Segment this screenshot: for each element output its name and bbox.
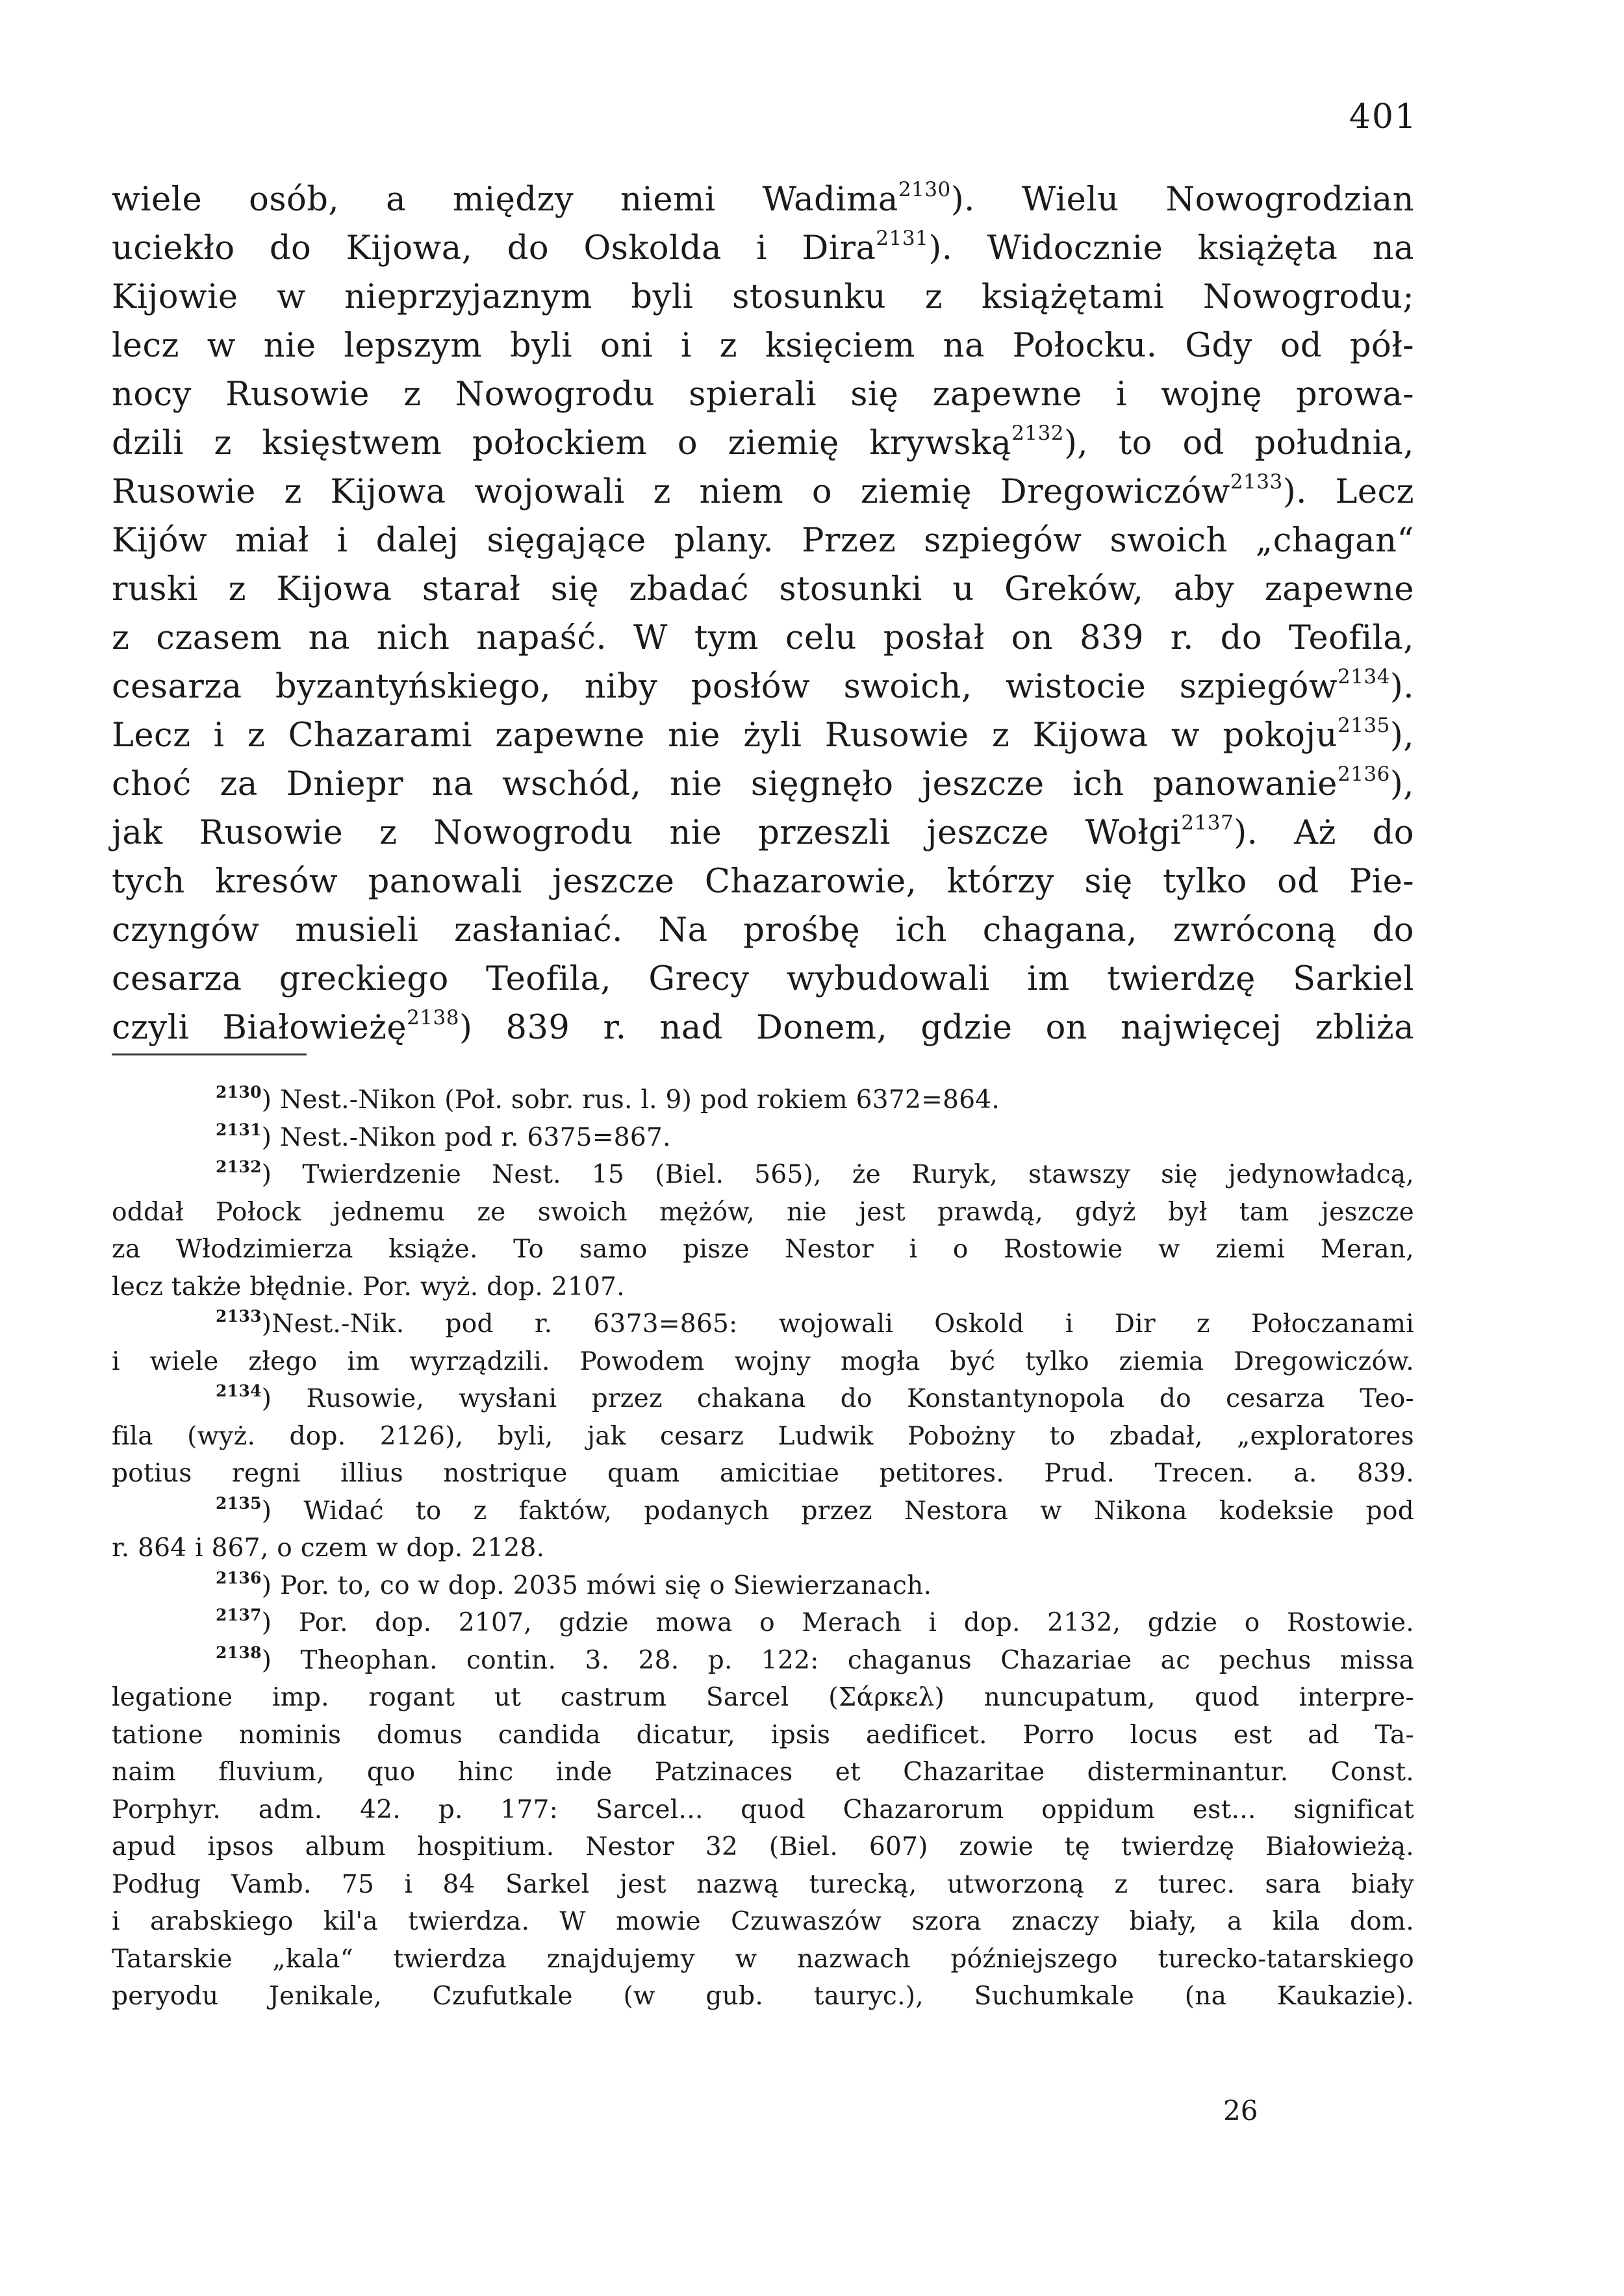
footnote-text: Tatarskie „kala“ twierdza znajdujemy w nazwach późniejszego turecko-tatarskiego — [112, 1944, 1414, 1974]
printer-signature: 26 — [1223, 2095, 1258, 2126]
main-text-line — [112, 419, 1414, 468]
footnote-text: za Włodzimierza książe. To samo pisze Nestor i o Rostowie w ziemi Meran, — [112, 1235, 1414, 1264]
footnote-line — [112, 1567, 1414, 1605]
line-text: ), — [1389, 765, 1414, 803]
footnote-line — [112, 1493, 1414, 1530]
footnote-text: Podług Vamb. 75 i 84 Sarkel jest nazwą turecką, utworzoną z turec. sara biały — [112, 1869, 1414, 1899]
line-text: Kijów miał i dalej sięgające plany. Przez szpiegów swoich „chagan“ — [112, 522, 1414, 560]
line-text: ), — [1389, 716, 1414, 755]
main-text-line — [112, 565, 1414, 614]
main-text-line — [112, 614, 1414, 662]
footnote-text: lecz także błędnie. Por. wyż. dop. 2107. — [112, 1272, 625, 1302]
footnote-text: ) Theophan. contin. 3. 28. p. 122: chaganus Chazariae ac pechus missa — [261, 1645, 1414, 1675]
footnote-text: i wiele złego im wyrządzili. Powodem wojny mogła być tylko ziemia Dregowiczów. — [112, 1346, 1414, 1376]
footnote-text: i arabskiego kil'a twierdza. W mowie Czuwaszów szora znaczy biały, a kila dom. — [112, 1907, 1414, 1936]
line-text: Rusowie z Kijowa wojowali z niem o ziemię Dregowiczów — [112, 473, 1230, 511]
footnote-line — [112, 1866, 1414, 1904]
main-text-line — [112, 857, 1414, 906]
line-text: dzili z księstwem połockiem o ziemię krywską — [112, 424, 1012, 462]
footnote-number: 2135 — [216, 1493, 262, 1513]
line-text: ruski z Kijowa starał się zbadać stosunki u Greków, aby zapewne — [112, 570, 1414, 609]
footnote-line — [112, 1530, 1414, 1567]
line-text: cesarza greckiego Teofila, Grecy wybudowali im twierdzę Sarkiel — [112, 960, 1414, 998]
footnote-line — [112, 1754, 1414, 1791]
main-text-line — [112, 175, 1414, 224]
footnote-line — [112, 1679, 1414, 1717]
footnote-text: ) Nest.-Nikon pod r. 6375=867. — [261, 1122, 671, 1152]
footnote-line — [112, 1978, 1414, 2015]
line-text: lecz w nie lepszym byli oni i z księciem na Połocku. Gdy od pół- — [112, 327, 1414, 365]
footnote-text: tatione nominis domus candida dicatur, ipsis aedificet. Porro locus est ad Ta- — [112, 1720, 1414, 1750]
footnote-line — [112, 1828, 1414, 1866]
footnote-reference: 2130 — [898, 178, 951, 201]
line-text: choć za Dniepr na wschód, nie sięgnęło jeszcze ich panowanie — [112, 765, 1338, 803]
footnote-text: oddał Połock jednemu ze swoich mężów, nie jest prawdą, gdyż był tam jeszcze — [112, 1197, 1414, 1227]
line-text: ) 839 r. nad Donem, gdzie on najwięcej zbliża — [459, 1009, 1415, 1047]
main-text — [112, 175, 1414, 1052]
line-text: nocy Rusowie z Nowogrodu spierali się zapewne i wojnę prowa- — [112, 375, 1414, 414]
footnote-reference: 2135 — [1337, 714, 1390, 737]
main-text-line — [112, 516, 1414, 565]
footnote-line — [112, 1380, 1414, 1418]
footnote-text: ) Por. dop. 2107, gdzie mowa o Merach i dop. 2132, gdzie o Rostowie. — [261, 1608, 1414, 1637]
main-text-line — [112, 370, 1414, 419]
footnote-text: peryodu Jenikale, Czufutkale (w gub. tauryc.), Suchumkale (na Kaukazie). — [112, 1982, 1414, 2011]
main-text-line — [112, 1003, 1414, 1052]
line-text: ). Widocznie książęta na — [928, 229, 1414, 268]
footnote-line — [112, 1642, 1414, 1680]
footnote-text: fila (wyż. dop. 2126), byli, jak cesarz Ludwik Pobożny to zbadał, „exploratores — [112, 1421, 1414, 1451]
footnote-number: 2138 — [216, 1643, 262, 1662]
footnote-reference: 2134 — [1337, 665, 1390, 688]
footnote-line — [112, 1194, 1414, 1231]
footnote-text: ) Por. to, co w dop. 2035 mówi się o Siewierzanach. — [261, 1571, 932, 1600]
footnote-number: 2132 — [216, 1157, 262, 1176]
line-text: ). Wielu Nowogrodzian — [950, 181, 1415, 219]
footnote-number: 2136 — [216, 1568, 262, 1587]
line-text: wiele osób, a między niemi Wadima — [112, 181, 898, 219]
main-text-line — [112, 711, 1414, 760]
footnote-line — [112, 1306, 1414, 1343]
footnote-text: Porphyr. adm. 42. p. 177: Sarcel... quod Chazarorum oppidum est... significat — [112, 1795, 1414, 1824]
line-text: ). Aż do — [1234, 814, 1414, 852]
line-text: ), to od południa, — [1064, 424, 1414, 462]
footnote-text: apud ipsos album hospitium. Nestor 32 (Biel. 607) zowie tę twierdzę Białowieżą. — [112, 1832, 1414, 1861]
footnote-line — [112, 1941, 1414, 1978]
main-text-line — [112, 809, 1414, 857]
footnote-line — [112, 1717, 1414, 1754]
footnote-reference: 2133 — [1230, 470, 1283, 494]
main-text-line — [112, 273, 1414, 322]
footnote-number: 2131 — [216, 1120, 262, 1139]
footnote-number: 2137 — [216, 1606, 262, 1624]
footnote-line — [112, 1903, 1414, 1941]
footnote-reference: 2132 — [1011, 422, 1065, 445]
footnote-text: ) Twierdzenie Nest. 15 (Biel. 565), że Ruryk, stawszy się jedynowładcą, — [261, 1160, 1414, 1189]
footnote-line — [112, 1455, 1414, 1493]
footnote-reference: 2131 — [876, 227, 929, 250]
footnote-number: 2130 — [216, 1083, 262, 1102]
footnote-number: 2133 — [216, 1307, 262, 1326]
footnote-reference: 2136 — [1337, 763, 1390, 786]
footnote-text: naim fluvium, quo hinc inde Patzinaces et Chazaritae disterminantur. Const. — [112, 1758, 1414, 1787]
footnote-line — [112, 1604, 1414, 1642]
footnote-text: ) Widać to z faktów, podanych przez Nestora w Nikona kodeksie pod — [261, 1496, 1414, 1526]
line-text: ). — [1389, 668, 1414, 706]
footnote-reference: 2138 — [407, 1006, 460, 1029]
footnote-text: legatione imp. rogant ut castrum Sarcel (Σάρκελ) nuncupatum, quod interpre- — [112, 1683, 1414, 1712]
line-text: Lecz i z Chazarami zapewne nie żyli Rusowie z Kijowa w pokoju — [112, 716, 1338, 755]
main-text-line — [112, 906, 1414, 955]
line-text: z czasem na nich napaść. W tym celu posłał on 839 r. do Teofila, — [112, 619, 1414, 657]
main-text-line — [112, 322, 1414, 370]
footnote-line — [112, 1343, 1414, 1381]
main-text-line — [112, 662, 1414, 711]
footnote-text: ) Rusowie, wysłani przez chakana do Konstantynopola do cesarza Teo- — [261, 1384, 1414, 1413]
line-text: czyli Białowieżę — [112, 1009, 407, 1047]
line-text: czyngów musieli zasłaniać. Na prośbę ich chagana, zwróconą do — [112, 911, 1414, 950]
footnote-line — [112, 1081, 1414, 1119]
main-text-line — [112, 224, 1414, 273]
main-text-line — [112, 468, 1414, 516]
footnote-line — [112, 1791, 1414, 1829]
footnote-reference: 2137 — [1181, 811, 1234, 835]
footnotes — [112, 1081, 1414, 2015]
page-number: 401 — [1349, 97, 1417, 136]
line-text: Kijowie w nieprzyjaznym byli stosunku z książętami Nowogrodu; — [112, 278, 1414, 316]
footnote-line — [112, 1418, 1414, 1456]
main-text-line — [112, 760, 1414, 809]
footnote-line — [112, 1119, 1414, 1157]
line-text: jak Rusowie z Nowogrodu nie przeszli jeszcze Wołgi — [112, 814, 1182, 852]
line-text: uciekło do Kijowa, do Oskolda i Dira — [112, 229, 876, 268]
footnote-line — [112, 1231, 1414, 1268]
footnote-line — [112, 1156, 1414, 1194]
footnote-separator — [112, 1053, 307, 1055]
footnote-line — [112, 1268, 1414, 1306]
footnote-text: )Nest.-Nik. pod r. 6373=865: wojowali Oskold i Dir z Połoczanami — [261, 1309, 1414, 1339]
main-text-line — [112, 955, 1414, 1003]
line-text: cesarza byzantyńskiego, niby posłów swoich, wistocie szpiegów — [112, 668, 1338, 706]
footnote-text: potius regni illius nostrique quam amicitiae petitores. Prud. Trecen. a. 839. — [112, 1459, 1414, 1488]
footnote-text: ) Nest.-Nikon (Poł. sobr. rus. l. 9) pod rokiem 6372=864. — [261, 1085, 1000, 1115]
line-text: tych kresów panowali jeszcze Chazarowie, którzy się tylko od Pie- — [112, 863, 1414, 901]
line-text: ). Lecz — [1282, 473, 1414, 511]
footnote-number: 2134 — [216, 1381, 262, 1400]
footnote-text: r. 864 i 867, o czem w dop. 2128. — [112, 1533, 545, 1563]
